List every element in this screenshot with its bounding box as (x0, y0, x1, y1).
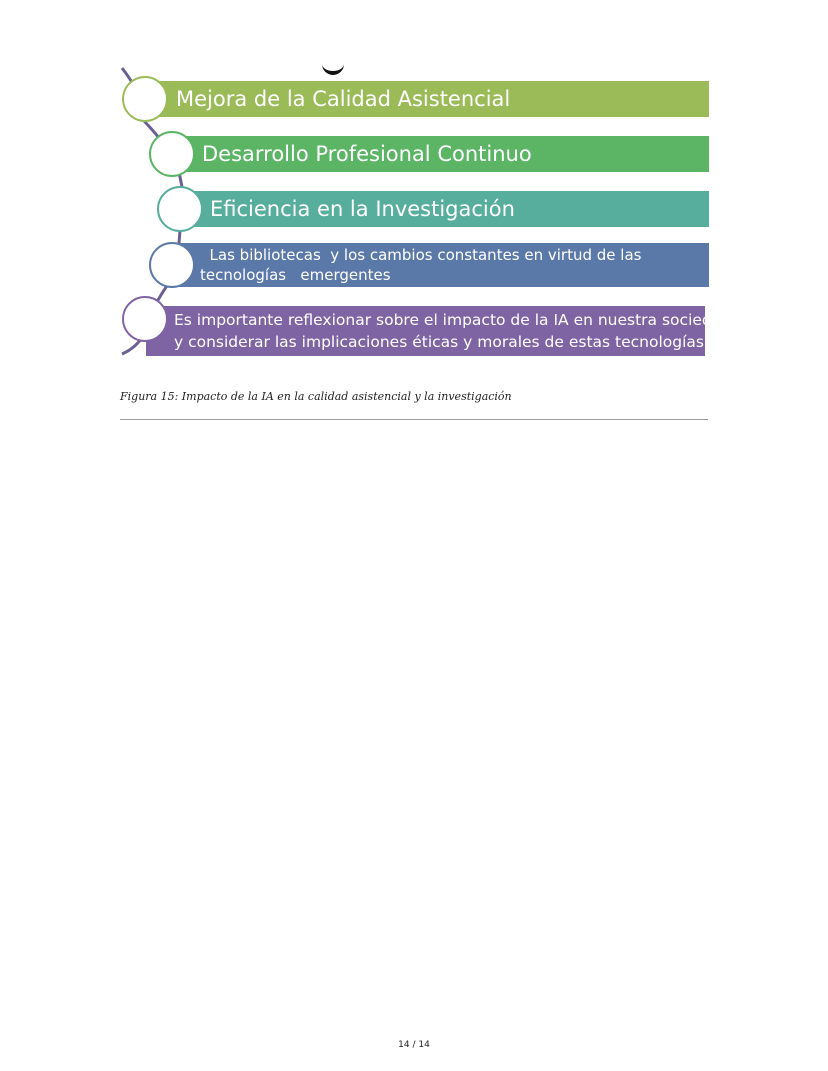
band-eficiencia-investigacion (182, 191, 709, 227)
bullet-circle-icon (149, 242, 195, 288)
bullet-circle-icon (122, 76, 168, 122)
figure-caption: Figura 15: Impacto de la IA en la calidad asistencial y la investigación (120, 390, 512, 403)
band-label: Mejora de la Calidad Asistencial (176, 87, 511, 111)
band-label-line-1: Es importante reflexionar sobre el impacto de la IA en nuestra sociedad (174, 311, 732, 329)
band-desarrollo-profesional (174, 136, 709, 172)
band-label-line-2: y considerar las implicaciones éticas y morales de estas tecnologías. (174, 333, 709, 351)
band-calidad-asistencial (146, 81, 709, 117)
band-label-line-2: tecnologías emergentes (200, 266, 391, 284)
band-bibliotecas (174, 243, 709, 287)
bullet-circle-icon (157, 186, 203, 232)
bullet-circle-icon (149, 131, 195, 177)
band-label: Eficiencia en la Investigación (210, 197, 515, 221)
band-label-line-1: Las bibliotecas y los cambios constantes en virtud de las (200, 246, 642, 264)
band-label: Desarrollo Profesional Continuo (202, 142, 532, 166)
band-reflexion-etica (146, 306, 732, 356)
bullet-circle-icon (122, 296, 168, 342)
caption-divider (120, 419, 708, 420)
ia-impact-figure (118, 62, 732, 362)
page-number: 14 / 14 (398, 1040, 430, 1050)
